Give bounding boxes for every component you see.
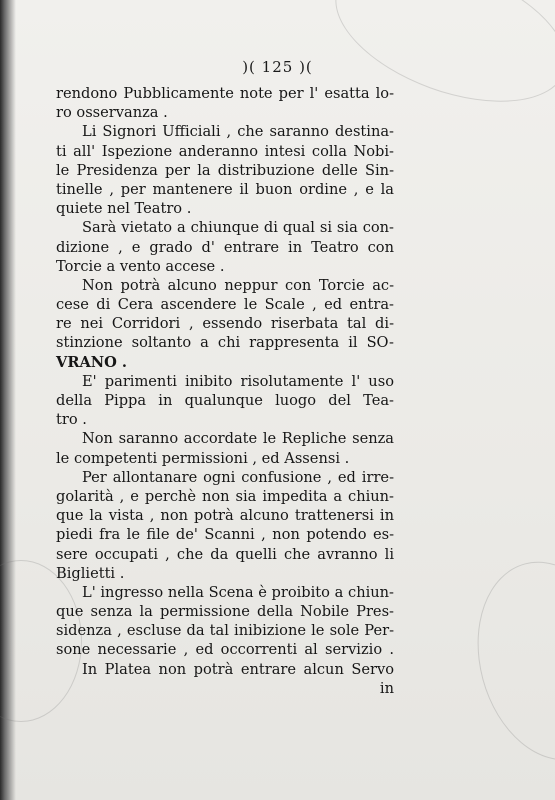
text-line-content: Sarà vietato a chiunque di qual si sia con- — [82, 219, 394, 237]
text-line — [56, 525, 394, 544]
text-line-content: Biglietti . — [56, 564, 125, 582]
text-line-content: della Pippa in qualunque luogo del Tea- — [56, 392, 394, 409]
text-line-content: ti all' Ispezione anderanno intesi colla Nobi- — [56, 142, 394, 160]
text-line — [56, 238, 394, 257]
text-line — [56, 487, 394, 506]
text-line — [56, 161, 394, 180]
text-line-content: golarità , e perchè non sia impedita a chiun- — [56, 487, 394, 505]
text-line — [56, 545, 394, 564]
catchword: in — [379, 679, 394, 697]
text-line — [56, 122, 394, 141]
text-line — [56, 84, 394, 103]
text-line — [56, 410, 394, 429]
text-line-content: que senza la permissione della Nobile Pres- — [56, 603, 394, 621]
text-line-content: sere occupati , che da quelli che avranno li — [56, 545, 394, 563]
text-line — [56, 353, 394, 372]
text-line-content: stinzione soltanto a chi rappresenta il SO- — [56, 334, 394, 352]
text-line — [56, 640, 394, 659]
text-line — [56, 372, 394, 391]
text-line — [56, 218, 394, 237]
text-line — [56, 660, 394, 679]
catchword-line — [56, 679, 394, 698]
text-line-content: Non potrà alcuno neppur con Torcie ac- — [82, 276, 394, 294]
paper-crease — [456, 545, 555, 777]
text-line-content: le competenti permissioni , ed Assensi . — [56, 449, 350, 467]
text-line-content: quiete nel Teatro . — [56, 200, 192, 218]
text-line-content: Li Signori Ufficiali , che saranno destina- — [82, 123, 394, 141]
text-line-content: ro osservanza . — [56, 104, 168, 122]
text-line — [56, 103, 394, 122]
text-line — [56, 468, 394, 487]
text-line-content: Torcie a vento accese . — [56, 257, 225, 275]
text-line-content: cese di Cera ascendere le Scale , ed entra- — [56, 296, 394, 314]
text-line-content: tinelle , per mantenere il buon ordine , e la — [56, 180, 394, 198]
text-line — [56, 276, 394, 295]
text-line — [56, 564, 394, 583]
text-line-content: L' ingresso nella Scena è proibito a chiun- — [82, 583, 394, 601]
text-line-content: sidenza , escluse da tal inibizione le sole Per- — [56, 622, 394, 640]
text-line-content: re nei Corridori , essendo riserbata tal di- — [56, 315, 394, 333]
text-line — [56, 429, 394, 448]
text-line-content: VRANO . — [56, 353, 127, 371]
text-line — [56, 180, 394, 199]
text-line-content: tro . — [56, 411, 87, 429]
text-line — [56, 391, 394, 410]
text-line-content: que la vista , non potrà alcuno trattenersi in — [56, 507, 394, 525]
text-line — [56, 257, 394, 276]
text-line — [56, 199, 394, 218]
text-line-content: In Platea non potrà entrare alcun Servo — [82, 660, 394, 678]
body-text — [56, 84, 394, 698]
text-line — [56, 449, 394, 468]
text-line — [56, 583, 394, 602]
text-line-content: rendono Pubblicamente note per l' esatta lo- — [56, 85, 394, 102]
text-line-content: piedi fra le file de' Scanni , non potendo es- — [56, 526, 394, 544]
text-line — [56, 314, 394, 333]
text-line — [56, 621, 394, 640]
text-line — [56, 295, 394, 314]
text-line — [56, 333, 394, 352]
text-line — [56, 602, 394, 621]
text-line-content: le Presidenza per la distribuzione delle Sin- — [56, 161, 394, 179]
text-line — [56, 506, 394, 525]
text-line-content: E' parimenti inibito risolutamente l' uso — [82, 372, 394, 390]
text-line-content: sone necessarie , ed occorrenti al servizio . — [56, 641, 394, 659]
text-line-content: dizione , e grado d' entrare in Teatro con — [56, 238, 394, 256]
text-line-content: Non saranno accordate le Repliche senza — [82, 430, 394, 448]
page-number: )( 125 )( — [242, 58, 313, 76]
text-line — [56, 142, 394, 161]
text-line-content: Per allontanare ogni confusione , ed irre- — [82, 468, 394, 486]
